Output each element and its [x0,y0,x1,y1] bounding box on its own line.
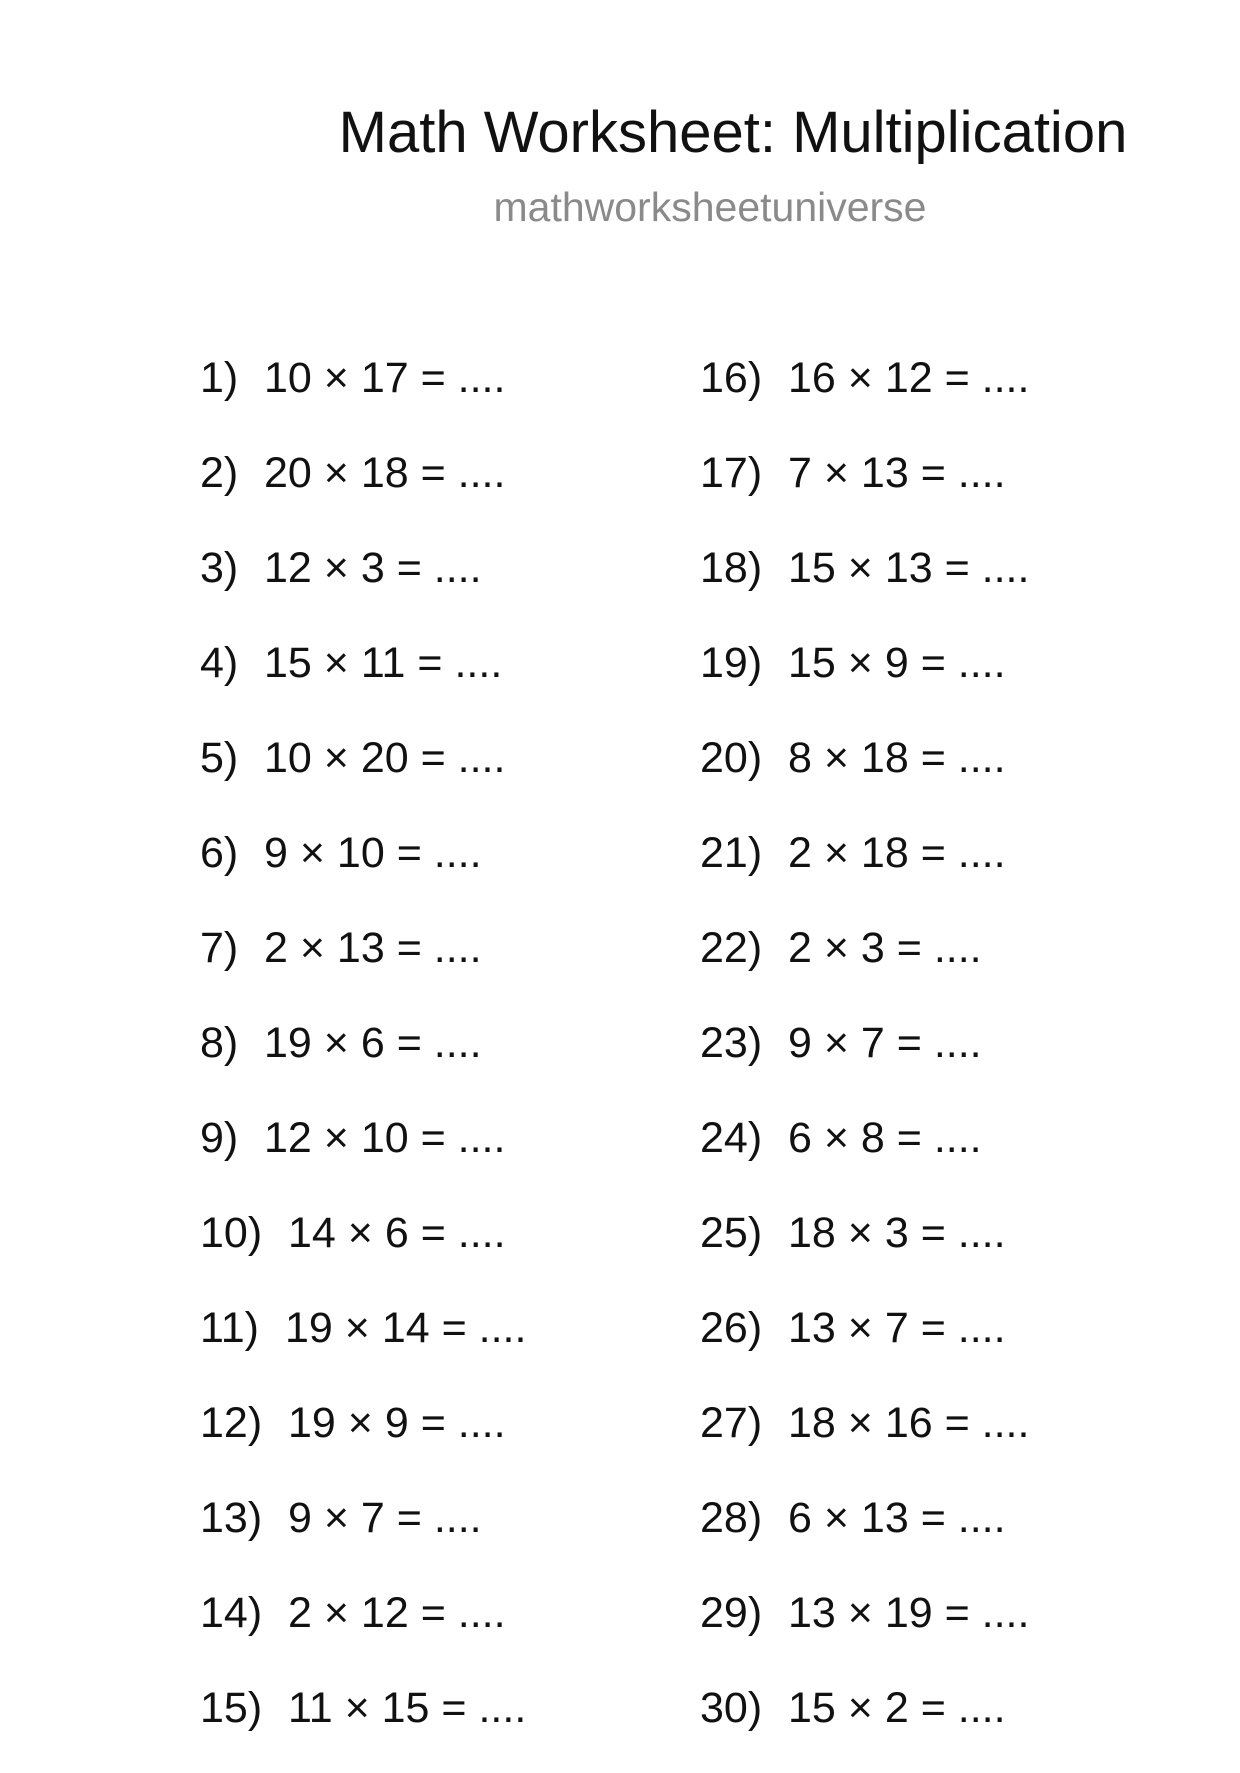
problem-item [700,1393,1220,1488]
problem-number: 22) [700,924,763,972]
problem-number: 15) [200,1684,263,1732]
problem-item [700,348,1220,443]
problem-item [200,443,720,538]
problem-item [700,633,1220,728]
problem-expression: 19 × 6 = .... [264,1019,482,1067]
problem-item [700,1203,1220,1298]
problem-expression: 12 × 3 = .... [264,544,482,592]
problem-expression: 13 × 19 = .... [788,1589,1030,1637]
problem-number: 30) [700,1684,763,1732]
problem-item [200,918,720,1013]
problem-expression: 2 × 13 = .... [264,924,482,972]
problem-item [200,1013,720,1108]
problem-item [700,1583,1220,1678]
problem-number: 18) [700,544,763,592]
problem-expression: 6 × 13 = .... [788,1494,1006,1542]
problem-number: 2) [200,449,239,497]
problem-item [200,1393,720,1488]
problem-expression: 2 × 18 = .... [788,829,1006,877]
problem-number: 27) [700,1399,763,1447]
problem-expression: 14 × 6 = .... [288,1209,506,1257]
problem-item [700,538,1220,633]
problem-expression: 18 × 16 = .... [788,1399,1030,1447]
problem-number: 7) [200,924,239,972]
problem-expression: 19 × 9 = .... [288,1399,506,1447]
problem-expression: 13 × 7 = .... [788,1304,1006,1352]
worksheet-title: Math Worksheet: Multiplication [338,100,1128,165]
problem-number: 9) [200,1114,239,1162]
problem-number: 10) [200,1209,263,1257]
problem-number: 3) [200,544,239,592]
problem-number: 4) [200,639,239,687]
problem-expression: 20 × 18 = .... [264,449,506,497]
problem-expression: 15 × 13 = .... [788,544,1030,592]
problem-number: 12) [200,1399,263,1447]
problem-expression: 15 × 2 = .... [788,1684,1006,1732]
problem-item [700,823,1220,918]
problem-number: 5) [200,734,239,782]
problem-expression: 15 × 11 = .... [264,639,503,687]
problem-number: 23) [700,1019,763,1067]
problem-item [200,1678,720,1773]
problem-item [200,538,720,633]
problem-number: 26) [700,1304,763,1352]
problem-expression: 9 × 7 = .... [288,1494,482,1542]
problem-item [200,633,720,728]
problem-column-right [700,348,1220,1773]
problem-expression: 19 × 14 = .... [285,1304,527,1352]
problem-number: 1) [200,354,239,402]
problem-expression: 11 × 15 = .... [288,1684,527,1732]
problem-item [200,1488,720,1583]
problem-number: 25) [700,1209,763,1257]
problem-expression: 9 × 7 = .... [788,1019,982,1067]
problem-number: 21) [700,829,763,877]
problem-expression: 10 × 20 = .... [264,734,506,782]
problem-expression: 8 × 18 = .... [788,734,1006,782]
problem-number: 20) [700,734,763,782]
problem-number: 11) [200,1304,259,1352]
problem-expression: 15 × 9 = .... [788,639,1006,687]
problem-expression: 2 × 12 = .... [288,1589,506,1637]
problem-item [700,1108,1220,1203]
problem-number: 13) [200,1494,263,1542]
problem-item [700,728,1220,823]
problem-item [700,918,1220,1013]
problem-item [700,1013,1220,1108]
problem-expression: 9 × 10 = .... [264,829,482,877]
problem-expression: 18 × 3 = .... [788,1209,1006,1257]
problem-item [200,728,720,823]
problem-expression: 12 × 10 = .... [264,1114,506,1162]
problem-item [200,1108,720,1203]
problem-expression: 7 × 13 = .... [788,449,1006,497]
problem-number: 29) [700,1589,763,1637]
problem-expression: 6 × 8 = .... [788,1114,982,1162]
problem-item [700,1298,1220,1393]
problem-number: 6) [200,829,239,877]
problem-expression: 10 × 17 = .... [264,354,506,402]
problem-number: 24) [700,1114,763,1162]
problem-item [200,1298,720,1393]
problem-expression: 16 × 12 = .... [788,354,1030,402]
problem-item [700,1488,1220,1583]
problem-number: 28) [700,1494,763,1542]
problem-item [200,823,720,918]
problem-item [700,1678,1220,1773]
problem-item [700,443,1220,538]
problem-item [200,1203,720,1298]
problem-number: 17) [700,449,763,497]
problem-number: 8) [200,1019,239,1067]
problem-column-left [200,348,720,1773]
problem-item [200,348,720,443]
problem-number: 14) [200,1589,263,1637]
problem-number: 19) [700,639,763,687]
problem-item [200,1583,720,1678]
problem-number: 16) [700,354,763,402]
problem-expression: 2 × 3 = .... [788,924,982,972]
worksheet-subtitle: mathworksheetuniverse [493,184,927,230]
